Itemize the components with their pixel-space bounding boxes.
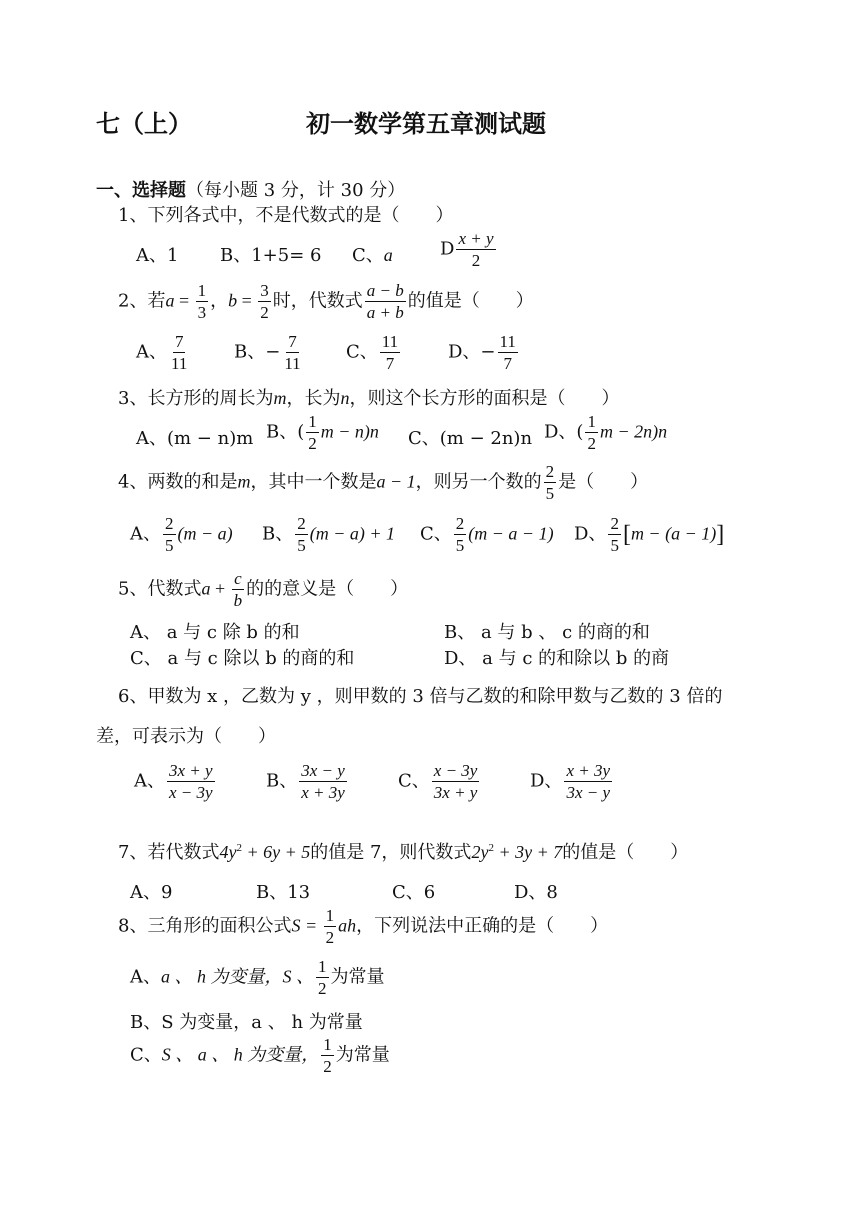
q2-option-b: B、− $\frac{7}{11}$ — [234, 332, 301, 373]
section-label: 一、选择题 — [96, 180, 186, 201]
page-title: 初一数学第五章测试题 — [306, 109, 546, 138]
q2-option-a: A、 $\frac{7}{11}$ — [136, 332, 188, 373]
q3-option-a: A、(m − n)m — [136, 428, 254, 449]
q8-option-b: B、S 为变量，a 、 h 为常量 — [130, 1012, 363, 1033]
q1-option-b: B、1+5= 6 — [220, 245, 322, 266]
q8-option-c: C、S 、 a 、 h 为变量， $\frac{1}{2}$ 为常量 — [130, 1035, 390, 1076]
q4-option-d: D、 $\frac{2}{5}$ [m − (a − 1)] — [574, 514, 725, 555]
question-8-stem: 8、三角形的面积公式S = $\frac{1}{2}$ ah，下列说法中正确的是（ ） — [118, 906, 609, 947]
question-5-stem: 5、代数式a + $\frac{c}{b}$ 的的意义是（ ） — [118, 569, 409, 610]
q1-option-d: D $\frac{x + y}{2}$ — [440, 229, 494, 270]
q2-option-d: D、− $\frac{11}{7}$ — [448, 332, 516, 373]
question-4-stem: 4、两数的和是m，其中一个数是a − 1，则另一个数的 $\frac{2}{5}$ 是（ ） — [118, 462, 649, 503]
question-6-stem-line2: 差，可表示为（ ） — [96, 726, 276, 747]
q1-option-c: C、a — [352, 245, 393, 266]
section-heading — [96, 176, 405, 202]
q7-option-c: C、6 — [392, 882, 436, 903]
section-note: （每小题 3 分，计 30 分） — [186, 180, 406, 201]
q4-option-c: C、 $\frac{2}{5}$ (m − a − 1) — [420, 514, 554, 555]
q7-option-d: D、8 — [514, 882, 558, 903]
q3-option-d: D、( $\frac{1}{2}$ m − 2n)n — [544, 412, 668, 453]
question-3-stem: 3、长方形的周长为m，长为n，则这个长方形的面积是（ ） — [118, 388, 620, 409]
question-1-stem: 1、下列各式中，不是代数式的是（ ） — [118, 205, 454, 226]
q5-option-d: D、 a 与 c 的和除以 b 的商 — [444, 648, 670, 669]
q7-option-b: B、13 — [256, 882, 311, 903]
q8-option-a: A、a 、 h 为变量，S 、 $\frac{1}{2}$ 为常量 — [130, 957, 385, 998]
question-2-stem: 2、若a = $\frac{1}{3}$ ，b = $\frac{3}{2}$ 时，代数式 $\frac{a - b}{a + b}$ 的值是（ ） — [118, 281, 534, 322]
q1-option-a: A、1 — [136, 245, 179, 266]
grade-label: 七（上） — [96, 109, 192, 138]
q4-option-b: B、 $\frac{2}{5}$ (m − a) + 1 — [262, 514, 396, 555]
question-7-stem: 7、若代数式$4y^2 + 6y + 5$的值是 7，则代数式$2y^2 + 3y + 7$的值是（ ） — [118, 842, 689, 863]
q6-option-d: D、 $\frac{x + 3y}{3x - y}$ — [530, 761, 610, 802]
q6-option-c: C、 $\frac{x - 3y}{3x + y}$ — [398, 761, 478, 802]
q5-option-b: B、 a 与 b 、 c 的商的和 — [444, 622, 650, 643]
q6-option-a: A、 $\frac{3x + y}{x - 3y}$ — [134, 761, 213, 802]
q2-option-c: C、 $\frac{11}{7}$ — [346, 332, 399, 373]
q6-option-b: B、 $\frac{3x - y}{x + 3y}$ — [266, 761, 345, 802]
q4-option-a: A、 $\frac{2}{5}$ (m − a) — [130, 514, 233, 555]
question-6-stem-line1: 6、甲数为 x ，乙数为 y ，则甲数的 3 倍与乙数的和除甲数与乙数的 3 倍的 — [118, 686, 723, 707]
q5-option-c: C、 a 与 c 除以 b 的商的和 — [130, 648, 355, 669]
q7-option-a: A、9 — [130, 882, 173, 903]
q5-option-a: A、 a 与 c 除 b 的和 — [130, 622, 300, 643]
q3-option-c: C、(m − 2n)n — [408, 428, 533, 449]
q3-option-b: B、( $\frac{1}{2}$ m − n)n — [266, 412, 379, 453]
